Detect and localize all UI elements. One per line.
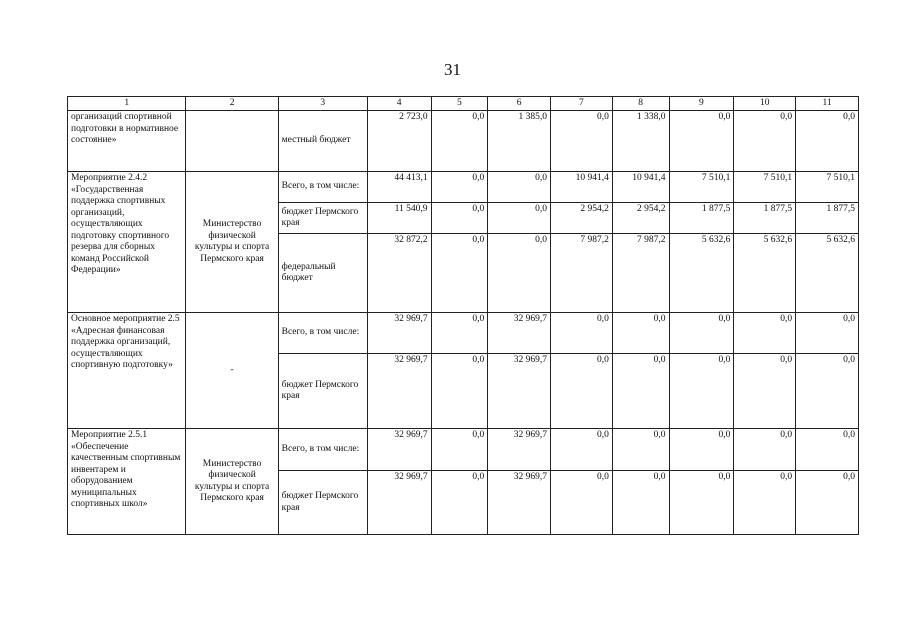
header-cell: 6 bbox=[488, 97, 551, 111]
header-cell: 7 bbox=[551, 97, 613, 111]
amount-cell: 5 632,6 bbox=[669, 234, 734, 313]
amount-cell: 1 877,5 bbox=[734, 203, 796, 234]
amount-cell: 0,0 bbox=[612, 471, 669, 535]
amount-cell: 0,0 bbox=[796, 313, 859, 354]
executor-cell bbox=[186, 111, 278, 172]
header-cell: 3 bbox=[278, 97, 367, 111]
header-cell: 9 bbox=[669, 97, 734, 111]
amount-cell: 0,0 bbox=[551, 354, 613, 429]
header-cell: 11 bbox=[796, 97, 859, 111]
amount-cell: 32 969,7 bbox=[367, 429, 431, 471]
budget-table bbox=[67, 96, 859, 535]
table-body bbox=[68, 97, 859, 535]
amount-cell: 32 969,7 bbox=[367, 313, 431, 354]
amount-cell: 0,0 bbox=[551, 429, 613, 471]
amount-cell: 0,0 bbox=[431, 203, 488, 234]
amount-cell: 7 510,1 bbox=[734, 172, 796, 203]
amount-cell: 0,0 bbox=[796, 354, 859, 429]
amount-cell: 32 969,7 bbox=[488, 471, 551, 535]
amount-cell: 0,0 bbox=[612, 429, 669, 471]
table-row bbox=[68, 313, 859, 354]
amount-cell: 0,0 bbox=[431, 429, 488, 471]
amount-cell: 0,0 bbox=[734, 471, 796, 535]
amount-cell: 0,0 bbox=[669, 429, 734, 471]
amount-cell: 2 954,2 bbox=[551, 203, 613, 234]
header-cell: 8 bbox=[612, 97, 669, 111]
amount-cell: 7 987,2 bbox=[551, 234, 613, 313]
funding-source-cell: Всего, в том числе: bbox=[278, 313, 367, 354]
program-name-cell: Мероприятие 2.4.2 «Государственная поддержка спортивных организаций, осуществляющих подготовку спортивного резерва для сборных команд Российской Федерации» bbox=[68, 172, 186, 313]
table-row bbox=[68, 111, 859, 172]
amount-cell: 0,0 bbox=[612, 313, 669, 354]
executor-cell: Министерство физической культуры и спорта Пермского края bbox=[186, 172, 278, 313]
amount-cell: 1 877,5 bbox=[796, 203, 859, 234]
amount-cell: 0,0 bbox=[796, 471, 859, 535]
header-cell: 1 bbox=[68, 97, 186, 111]
header-cell: 5 bbox=[431, 97, 488, 111]
funding-source-cell: бюджет Пермского края bbox=[278, 471, 367, 535]
amount-cell: 0,0 bbox=[734, 354, 796, 429]
table-row bbox=[68, 429, 859, 471]
amount-cell: 44 413,1 bbox=[367, 172, 431, 203]
amount-cell: 0,0 bbox=[669, 111, 734, 172]
amount-cell: 5 632,6 bbox=[734, 234, 796, 313]
amount-cell: 2 723,0 bbox=[367, 111, 431, 172]
amount-cell: 7 987,2 bbox=[612, 234, 669, 313]
amount-cell: 0,0 bbox=[796, 429, 859, 471]
amount-cell: 0,0 bbox=[734, 111, 796, 172]
amount-cell: 0,0 bbox=[431, 234, 488, 313]
amount-cell: 0,0 bbox=[796, 111, 859, 172]
amount-cell: 32 969,7 bbox=[488, 354, 551, 429]
amount-cell: 0,0 bbox=[669, 354, 734, 429]
header-row bbox=[68, 97, 859, 111]
program-name-cell: Основное мероприятие 2.5 «Адресная финансовая поддержка организаций, осуществляющих спортивную подготовку» bbox=[68, 313, 186, 429]
amount-cell: 10 941,4 bbox=[612, 172, 669, 203]
amount-cell: 0,0 bbox=[431, 313, 488, 354]
amount-cell: 0,0 bbox=[431, 471, 488, 535]
amount-cell: 7 510,1 bbox=[669, 172, 734, 203]
amount-cell: 5 632,6 bbox=[796, 234, 859, 313]
funding-source-cell: Всего, в том числе: bbox=[278, 429, 367, 471]
funding-source-cell: федеральный бюджет bbox=[278, 234, 367, 313]
amount-cell: 0,0 bbox=[612, 354, 669, 429]
header-cell: 4 bbox=[367, 97, 431, 111]
amount-cell: 0,0 bbox=[431, 111, 488, 172]
header-cell: 2 bbox=[186, 97, 278, 111]
header-cell: 10 bbox=[734, 97, 796, 111]
amount-cell: 0,0 bbox=[431, 354, 488, 429]
amount-cell: 0,0 bbox=[734, 429, 796, 471]
amount-cell: 0,0 bbox=[734, 313, 796, 354]
funding-source-cell: местный бюджет bbox=[278, 111, 367, 172]
amount-cell: 0,0 bbox=[669, 471, 734, 535]
amount-cell: 1 877,5 bbox=[669, 203, 734, 234]
amount-cell: 0,0 bbox=[488, 234, 551, 313]
amount-cell: 32 872,2 bbox=[367, 234, 431, 313]
page-number: 31 bbox=[444, 60, 461, 79]
amount-cell: 0,0 bbox=[551, 471, 613, 535]
funding-source-cell: Всего, в том числе: bbox=[278, 172, 367, 203]
program-name-cell: организаций спортивной подготовки в нормативное состояние» bbox=[68, 111, 186, 172]
funding-source-cell: бюджет Пермского края bbox=[278, 354, 367, 429]
executor-cell: Министерство физической культуры и спорта Пермского края bbox=[186, 429, 278, 535]
amount-cell: 32 969,7 bbox=[367, 471, 431, 535]
amount-cell: 0,0 bbox=[551, 313, 613, 354]
amount-cell: 10 941,4 bbox=[551, 172, 613, 203]
amount-cell: 0,0 bbox=[488, 172, 551, 203]
table-row bbox=[68, 172, 859, 203]
amount-cell: 32 969,7 bbox=[488, 313, 551, 354]
amount-cell: 1 338,0 bbox=[612, 111, 669, 172]
amount-cell: 2 954,2 bbox=[612, 203, 669, 234]
amount-cell: 0,0 bbox=[551, 111, 613, 172]
amount-cell: 32 969,7 bbox=[488, 429, 551, 471]
program-name-cell: Мероприятие 2.5.1 «Обеспечение качественным спортивным инвентарем и оборудованием муниципальных спортивных школ» bbox=[68, 429, 186, 535]
amount-cell: 11 540,9 bbox=[367, 203, 431, 234]
amount-cell: 1 385,0 bbox=[488, 111, 551, 172]
amount-cell: 32 969,7 bbox=[367, 354, 431, 429]
funding-source-cell: бюджет Пермского края bbox=[278, 203, 367, 234]
amount-cell: 0,0 bbox=[669, 313, 734, 354]
amount-cell: 0,0 bbox=[431, 172, 488, 203]
amount-cell: 0,0 bbox=[488, 203, 551, 234]
executor-cell: - bbox=[186, 313, 278, 429]
amount-cell: 7 510,1 bbox=[796, 172, 859, 203]
